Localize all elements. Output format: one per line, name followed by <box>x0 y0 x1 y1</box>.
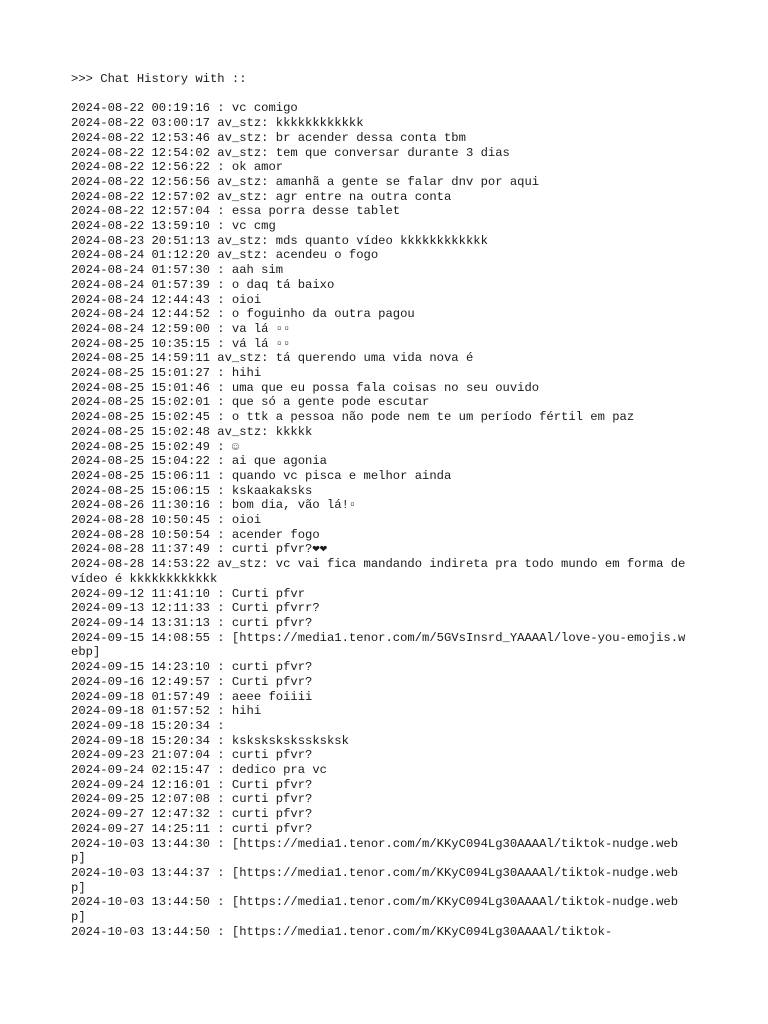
message-line: 2024-09-18 15:20:34 : <box>71 718 225 733</box>
message-line: 2024-10-03 13:44:50 : [https://media1.tenor.com/m/KKyC094Lg30AAAAl/tiktok- <box>71 924 613 939</box>
message-line: 2024-08-25 14:59:11 av_stz: tá querendo uma vida nova é <box>71 351 474 366</box>
message-list <box>71 101 691 939</box>
message-line: 2024-10-03 13:44:37 : [https://media1.tenor.com/m/KKyC094Lg30AAAAl/tiktok-nudge.webp] <box>71 865 679 895</box>
message-line: 2024-08-22 13:59:10 : vc cmg <box>71 219 276 234</box>
message-line: 2024-08-25 15:02:45 : o ttk a pessoa não pode nem te um período fértil em paz <box>71 410 635 425</box>
message-line: 2024-09-25 12:07:08 : curti pfvr? <box>71 792 313 807</box>
message-line: 2024-08-25 15:06:15 : kskaakaksks <box>71 483 313 498</box>
message-line: 2024-09-14 13:31:13 : curti pfvr? <box>71 616 313 630</box>
message-line: 2024-08-25 15:01:46 : uma que eu possa fala coisas no seu ouvido <box>71 380 540 395</box>
message-line: 2024-08-22 12:54:02 av_stz: tem que conversar durante 3 dias <box>71 145 510 160</box>
message-line: 2024-09-18 01:57:52 : hihi <box>71 704 262 719</box>
message-line: 2024-08-23 20:51:13 av_stz: mds quanto vídeo kkkkkkkkkkkk <box>71 233 488 248</box>
message-line: 2024-08-25 15:02:01 : que só a gente pode escutar <box>71 395 430 410</box>
message-line: 2024-08-24 01:12:20 av_stz: acendeu o fogo <box>71 248 379 263</box>
message-line: 2024-08-28 14:53:22 av_stz: vc vai fica mandando indireta pra todo mundo em forma de vídeo é kkkkkkkkkkkk <box>71 557 693 586</box>
message-line: 2024-09-16 12:49:57 : Curti pfvr? <box>71 674 313 689</box>
message-line: 2024-09-13 12:11:33 : Curti pfvrr? <box>71 601 320 616</box>
message-line: 2024-08-22 12:53:46 av_stz: br acender dessa conta tbm <box>71 130 466 145</box>
message-line: 2024-08-25 15:04:22 : ai que agonia <box>71 454 327 469</box>
message-line: 2024-08-22 12:56:22 : ok amor <box>71 160 284 175</box>
message-line: 2024-09-18 15:20:34 : kskskskskssksksk <box>71 733 349 748</box>
message-line: 2024-08-22 12:56:56 av_stz: amanhã a gente se falar dnv por aqui <box>71 174 540 189</box>
message-line: 2024-09-15 14:23:10 : curti pfvr? <box>71 660 313 675</box>
message-line: 2024-08-25 15:02:48 av_stz: kkkkk <box>71 424 313 439</box>
message-line: 2024-09-12 11:41:10 : Curti pfvr <box>71 586 306 601</box>
message-line: 2024-08-28 11:37:49 : curti pfvr?❤❤ <box>71 542 328 557</box>
message-line: 2024-08-25 15:02:49 : ☺ <box>71 439 240 454</box>
message-line: 2024-08-25 10:35:15 : vá lá ▫▫ <box>71 336 291 351</box>
message-line: 2024-08-22 12:57:04 : essa porra desse tablet <box>71 204 401 219</box>
message-line: 2024-08-24 01:57:30 : aah sim <box>71 263 284 278</box>
message-line: 2024-08-24 12:44:43 : oioi <box>71 292 262 307</box>
message-line: 2024-08-22 03:00:17 av_stz: kkkkkkkkkkkk <box>71 116 364 131</box>
message-line: 2024-09-27 14:25:11 : curti pfvr? <box>71 821 313 836</box>
message-line: 2024-08-28 10:50:45 : oioi <box>71 513 262 528</box>
message-line: 2024-08-26 11:30:16 : bom dia, vão lá!▫ <box>71 498 357 513</box>
message-line: 2024-09-15 14:08:55 : [https://media1.tenor.com/m/5GVsInsrd_YAAAAl/love-you-emojis.webp] <box>71 630 686 660</box>
message-line: 2024-09-27 12:47:32 : curti pfvr? <box>71 807 313 822</box>
message-line: 2024-09-24 12:16:01 : Curti pfvr? <box>71 777 313 792</box>
message-line: 2024-10-03 13:44:50 : [https://media1.tenor.com/m/KKyC094Lg30AAAAl/tiktok-nudge.webp] <box>71 895 679 925</box>
message-line: 2024-09-24 02:15:47 : dedico pra vc <box>71 763 327 778</box>
message-line: 2024-08-22 12:57:02 av_stz: agr entre na outra conta <box>71 189 452 204</box>
message-line: 2024-10-03 13:44:30 : [https://media1.tenor.com/m/KKyC094Lg30AAAAl/tiktok-nudge.webp] <box>71 836 679 866</box>
message-line: 2024-08-22 00:19:16 : vc comigo <box>71 101 298 116</box>
chat-history-document <box>71 72 691 939</box>
message-line: 2024-08-24 12:44:52 : o foguinho da outra pagou <box>71 307 415 322</box>
message-line: 2024-08-24 01:57:39 : o daq tá baixo <box>71 277 335 292</box>
message-line: 2024-08-25 15:06:11 : quando vc pisca e melhor ainda <box>71 468 452 483</box>
chat-history-title: >>> Chat History with :: <box>71 72 247 86</box>
message-line: 2024-09-18 01:57:49 : aeee foiiii <box>71 689 313 704</box>
message-line: 2024-08-24 12:59:00 : va lá ▫▫ <box>71 321 291 336</box>
message-line: 2024-08-25 15:01:27 : hihi <box>71 366 262 381</box>
message-line: 2024-09-23 21:07:04 : curti pfvr? <box>71 748 313 763</box>
message-line: 2024-08-28 10:50:54 : acender fogo <box>71 527 320 542</box>
